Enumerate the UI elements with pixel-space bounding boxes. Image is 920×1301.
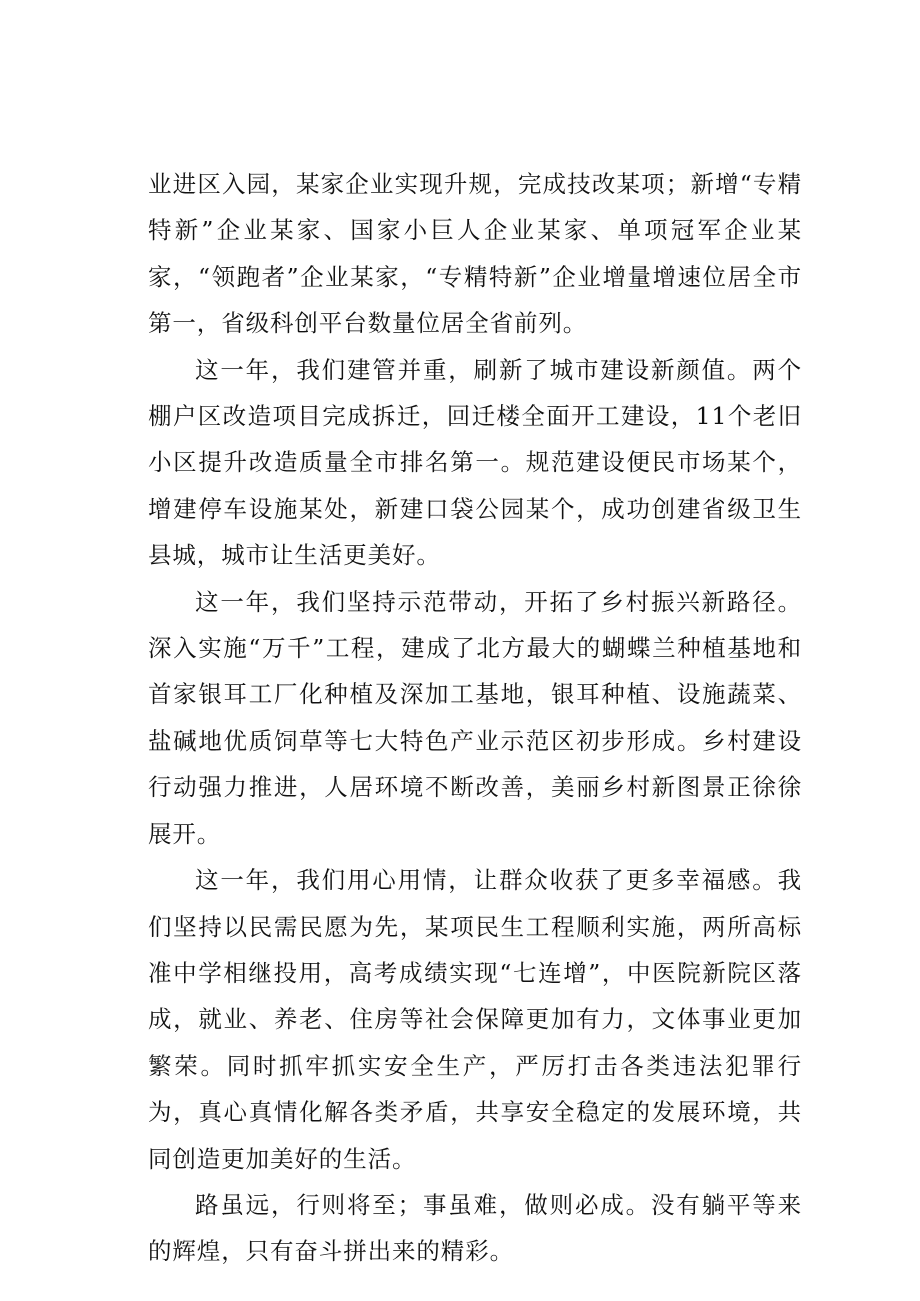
paragraph-rural-revitalization: 这一年，我们坚持示范带动，开拓了乡村振兴新路径。深入实施“万千”工程，建成了北方最大的蝴蝶兰种植基地和首家银耳工厂化种植及深加工基地，银耳种植、设施蔬菜、盐碱地优质饲草等七大特色产业示范区初步形成。乡村建设行动强力推进，人居环境不断改善，美丽乡村新图景正徐徐展开。 bbox=[148, 587, 802, 848]
document-body bbox=[148, 161, 802, 1275]
paragraph-continuation: 业进区入园，某家企业实现升规，完成技改某项；新增“专精特新”企业某家、国家小巨人企业某家、单项冠军企业某家，“领跑者”企业某家，“专精特新”企业增量增速位居全市第一，省级科创平台数量位居全省前列。 bbox=[148, 170, 802, 338]
paragraph-public-welfare: 这一年，我们用心用情，让群众收获了更多幸福感。我们坚持以民需民愿为先，某项民生工程顺利实施，两所高标准中学相继投用，高考成绩实现“七连增”，中医院新院区落成，就业、养老、住房等社会保障更加有力，文体事业更加繁荣。同时抓牢抓实安全生产，严厉打击各类违法犯罪行为，真心真情化解各类矛盾，共享安全稳定的发展环境，共同创造更加美好的生活。 bbox=[148, 866, 802, 1173]
paragraph-closing: 路虽远，行则将至；事虽难，做则必成。没有躺平等来的辉煌，只有奋斗拼出来的精彩。 bbox=[148, 1190, 802, 1266]
paragraph-city-construction: 这一年，我们建管并重，刷新了城市建设新颜值。两个棚户区改造项目完成拆迁，回迁楼全面开工建设，11个老旧小区提升改造质量全市排名第一。规范建设便民市场某个，增建停车设施某处，新建口袋公园某个，成功创建省级卫生县城，城市让生活更美好。 bbox=[148, 355, 802, 570]
